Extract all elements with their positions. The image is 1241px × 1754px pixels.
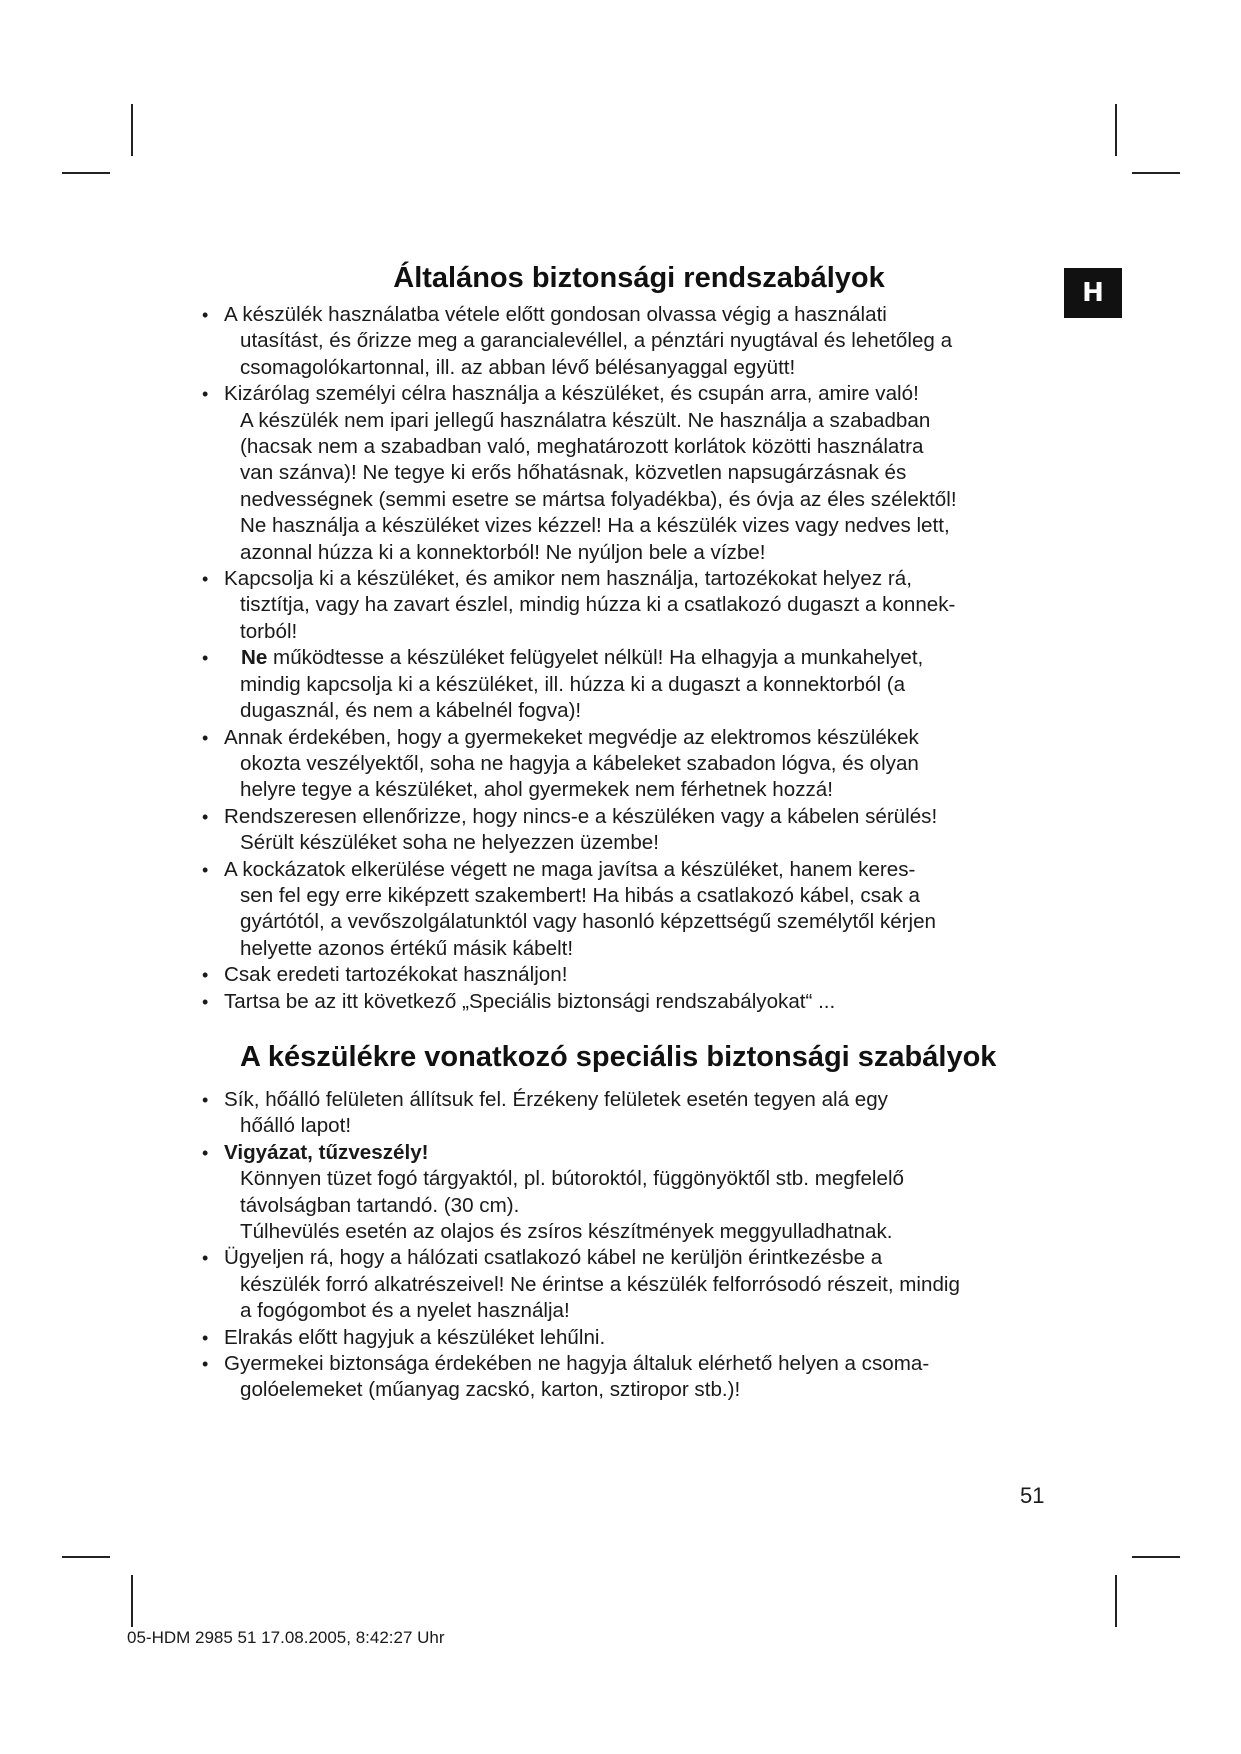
section1-bullet-list xyxy=(202,302,1072,1015)
bullet-line: • Elrakás előtt hagyjuk a készüléket lehűlni. xyxy=(224,1325,606,1349)
bullet-heading: • Vigyázat, tűzveszély! xyxy=(224,1140,429,1164)
bullet-item xyxy=(202,962,1072,988)
bullet-line-text: működtesse a készüléket felügyelet nélkül! Ha elhagyja a munkahelyet, xyxy=(267,646,924,670)
bullet-line: sen fel egy erre kiképzett szakembert! Ha hibás a csatlakozó kábel, csak a xyxy=(240,883,920,907)
crop-mark-top-left-horizontal xyxy=(62,172,110,174)
bullet-item xyxy=(202,381,1072,566)
bullet-line: • Annak érdekében, hogy a gyermekeket megvédje az elektromos készülékek xyxy=(224,725,919,749)
bullet-lead-bold: Ne xyxy=(241,646,268,670)
crop-mark-top-right-horizontal xyxy=(1132,172,1180,174)
crop-mark-bottom-left-vertical xyxy=(131,1575,133,1627)
page-number: 51 xyxy=(1020,1483,1045,1508)
bullet-line xyxy=(224,645,1072,671)
section2-title: A készülékre vonatkozó speciális biztonsági szabályok xyxy=(240,1040,997,1073)
page-content xyxy=(202,258,1072,1404)
bullet-line: Ne használja a készüléket vizes kézzel! Ha a készülék vizes vagy nedves lett, xyxy=(240,514,950,538)
bullet-line: torból! xyxy=(240,619,298,643)
bullet-line: • A kockázatok elkerülése végett ne maga javítsa a készüléket, hanem keres- xyxy=(224,857,916,881)
bullet-line: • Tartsa be az itt következő „Speciális biztonsági rendszabályokat“ ... xyxy=(224,989,836,1013)
bullet-line: • Rendszeresen ellenőrizze, hogy nincs-e a készüléken vagy a kábelen sérülés! xyxy=(224,804,938,828)
language-tab: H xyxy=(1064,268,1122,318)
bullet-line: távolságban tartandó. (30 cm). xyxy=(240,1193,520,1217)
bullet-line: • Kapcsolja ki a készüléket, és amikor nem használja, tartozékokat helyez rá, xyxy=(224,567,912,591)
bullet-item xyxy=(202,302,1072,381)
bullet-line: • Csak eredeti tartozékokat használjon! xyxy=(224,963,568,987)
bullet-line: tisztítja, vagy ha zavart észlel, mindig húzza ki a csatlakozó dugaszt a konnek- xyxy=(240,593,956,617)
bullet-line: • Ügyeljen rá, hogy a hálózati csatlakozó kábel ne kerüljön érintkezésbe a xyxy=(224,1246,883,1270)
bullet-line: okozta veszélyektől, soha ne hagyja a kábeleket szabadon lógva, és olyan xyxy=(240,751,919,775)
crop-mark-top-right-vertical xyxy=(1115,104,1117,156)
bullet-line: dugasznál, és nem a kábelnél fogva)! xyxy=(240,699,582,723)
section2-bullet-list xyxy=(202,1087,1072,1404)
bullet-item xyxy=(202,989,1072,1015)
section1-title: Általános biztonsági rendszabályok xyxy=(393,262,885,294)
bullet-line: (hacsak nem a szabadban való, meghatározott korlátok közötti használatra xyxy=(240,435,924,459)
bullet-line: • A készülék használatba vétele előtt gondosan olvassa végig a használati xyxy=(224,303,887,326)
bullet-item xyxy=(202,566,1072,645)
bullet-line: nedvességnek (semmi esetre se mártsa folyadékba), és óvja az éles szélektől! xyxy=(240,487,957,511)
crop-mark-bottom-right-horizontal xyxy=(1132,1556,1180,1558)
bullet-item xyxy=(202,1245,1072,1324)
crop-mark-bottom-right-vertical xyxy=(1115,1575,1117,1627)
bullet-line: azonnal húzza ki a konnektorból! Ne nyúljon bele a vízbe! xyxy=(240,540,766,564)
bullet-item xyxy=(202,1351,1072,1404)
bullet-line: A készülék nem ipari jellegű használatra készült. Ne használja a szabadban xyxy=(240,408,931,432)
bullet-line: készülék forró alkatrészeivel! Ne érintse a készülék felforrósodó részeit, mindig xyxy=(240,1272,960,1296)
print-footer: 05-HDM 2985 51 17.08.2005, 8:42:27 Uhr xyxy=(127,1628,445,1647)
bullet-line: Túlhevülés esetén az olajos és zsíros készítmények meggyulladhatnak. xyxy=(240,1220,893,1243)
bullet-line: van szánva)! Ne tegye ki erős hőhatásnak, közvetlen napsugárzásnak és xyxy=(240,461,907,485)
bullet-line: mindig kapcsolja ki a készüléket, ill. húzza ki a dugaszt a konnektorból (a xyxy=(240,672,906,696)
bullet-line: utasítást, és őrizze meg a garancialevéllel, a pénztári nyugtával és lehetőleg a xyxy=(240,329,953,353)
bullet-item xyxy=(202,804,1072,857)
bullet-item xyxy=(202,857,1072,963)
bullet-item xyxy=(202,1140,1072,1246)
bullet-item xyxy=(202,645,1072,724)
bullet-line: hőálló lapot! xyxy=(240,1114,352,1138)
bullet-line: Sérült készüléket soha ne helyezzen üzembe! xyxy=(240,831,659,855)
crop-mark-bottom-left-horizontal xyxy=(62,1556,110,1558)
bullet-line: a fogógombot és a nyelet használja! xyxy=(240,1299,570,1323)
bullet-line: golóelemeket (műanyag zacskó, karton, sztiropor stb.)! xyxy=(240,1378,741,1402)
bullet-item xyxy=(202,1087,1072,1140)
bullet-line: helyre tegye a készüléket, ahol gyermekek nem férhetnek hozzá! xyxy=(240,778,833,802)
bullet-item xyxy=(202,725,1072,804)
bullet-line: helyette azonos értékű másik kábelt! xyxy=(240,936,574,960)
bullet-line: • Kizárólag személyi célra használja a készüléket, és csupán arra, amire való! xyxy=(224,382,919,406)
bullet-line: • Sík, hőálló felületen állítsuk fel. Érzékeny felületek esetén tegyen alá egy xyxy=(224,1087,888,1111)
bullet-line: • Gyermekei biztonsága érdekében ne hagyja általuk elérhető helyen a csoma- xyxy=(224,1352,930,1376)
bullet-line: gyártótól, a vevőszolgálatunktól vagy hasonló képzettségű személytől kérjen xyxy=(240,910,937,934)
bullet-line: csomagolókartonnal, ill. az abban lévő bélésanyaggal együtt! xyxy=(240,355,796,379)
bullet-line: Könnyen tüzet fogó tárgyaktól, pl. bútoroktól, függönyöktől stb. megfelelő xyxy=(240,1167,904,1191)
crop-mark-top-left-vertical xyxy=(131,104,133,156)
bullet-item xyxy=(202,1325,1072,1351)
